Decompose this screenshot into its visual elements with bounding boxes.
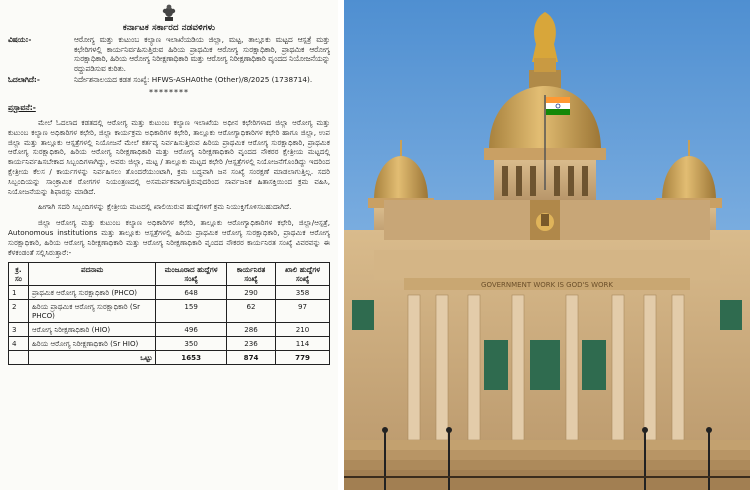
- railing: [344, 476, 750, 478]
- government-order-document: [0, 0, 338, 490]
- table-total-vacant: 779: [276, 351, 330, 365]
- table-cell-designation: ಆರೋಗ್ಯ ನಿರೀಕ್ಷಣಾಧಿಕಾರಿ (HIO): [29, 323, 156, 337]
- table-cell-designation: ಹಿರಿಯ ಆರೋಗ್ಯ ನಿರೀಕ್ಷಣಾಧಿಕಾರಿ (Sr HIO): [29, 337, 156, 351]
- front-steps: [344, 440, 750, 490]
- table-cell-vacant: 97: [276, 300, 330, 323]
- building-illustration: [344, 0, 750, 490]
- table-cell-vacant: 358: [276, 286, 330, 300]
- table-row: [9, 286, 330, 300]
- separator-stars: ********: [149, 87, 189, 97]
- table-cell-designation: ಪ್ರಾಥಮಿಕ ಆರೋಗ್ಯ ಸುರಕ್ಷಾಧಿಕಾರಿ (PHCO): [29, 286, 156, 300]
- table-header-row: [9, 263, 330, 286]
- table-cell-sl: 2: [9, 300, 29, 323]
- table-row: [9, 337, 330, 351]
- subject-row: [8, 35, 330, 73]
- table-total-label: ಒಟ್ಟು: [29, 351, 156, 365]
- table-cell-working: 286: [226, 323, 275, 337]
- table-total-sanctioned: 1653: [156, 351, 227, 365]
- preamble-title: ಪ್ರಸ್ತಾವನೆ:-: [8, 102, 36, 112]
- preamble-paragraph-3: ಜಿಲ್ಲಾ ಆರೋಗ್ಯ ಮತ್ತು ಕುಟುಂಬ ಕಲ್ಯಾಣ ಅಧಿಕಾರಿಗಳ ಕಛೇರಿ, ತಾಲ್ಲೂಕು ಆರೋಗ್ಯಾಧಿಕಾರಿಗಳ ಕಛೇರಿ, ಜಿಲ್ಲಾ/ಆಸ್ಪತ್ರೆ, Autonomous institutions ಮತ್ತು ತಾಲ್ಲೂಕು ಆಸ್ಪತ್ರೆಗಳಲ್ಲಿ ಹಿರಿಯ ಪ್ರಾಥಮಿಕ ಆರೋಗ್ಯ ಸುರಕ್ಷಾಧಿಕಾರಿ, ಪ್ರಾಥಮಿಕ ಆರೋಗ್ಯ ಸುರಕ್ಷಾಧಿಕಾರಿ, ಹಿರಿಯ ಆರೋಗ್ಯ ನಿರೀಕ್ಷಣಾಧಿಕಾರಿ ಮತ್ತು ಆರೋಗ್ಯ ನಿರೀಕ್ಷಣಾಧಿಕಾರಿ ವೃಂದದ ನೌಕರರ ಕಾರ್ಯನಿರತ ಸಂಖ್ಯೆ ವಿವರವನ್ನು ಈ ಕೆಳಕಂಡಂತೆ ಸಲ್ಲಿಸಿರುತ್ತಾರೆ:-: [8, 218, 330, 257]
- posts-table: [8, 262, 330, 365]
- table-cell-working: 290: [226, 286, 275, 300]
- reference-row: [8, 75, 330, 85]
- table-cell-vacant: 114: [276, 337, 330, 351]
- table-cell-designation: ಹಿರಿಯ ಪ್ರಾಥಮಿಕ ಆರೋಗ್ಯ ಸುರಕ್ಷಾಧಿಕಾರಿ (Sr PHCO): [29, 300, 156, 323]
- table-cell-sanctioned: 350: [156, 337, 227, 351]
- table-cell-working: 236: [226, 337, 275, 351]
- table-cell-vacant: 210: [276, 323, 330, 337]
- table-total-row: [9, 351, 330, 365]
- table-row: [9, 323, 330, 337]
- table-cell-sl: 3: [9, 323, 29, 337]
- table-cell-sl: 1: [9, 286, 29, 300]
- subject-text: ಆರೋಗ್ಯ ಮತ್ತು ಕುಟುಂಬ ಕಲ್ಯಾಣ ಇಲಾಖೆಯಡಿಯ ಜಿಲ್ಲಾ, ಮಟ್ಟ, ತಾಲ್ಲೂಕು ಮಟ್ಟದ ಆಸ್ಪತ್ರೆ ಮತ್ತು ಕಛೇರಿಗಳಲ್ಲಿ ಕಾರ್ಯನಿರ್ವಹಿಸುತ್ತಿರುವ ಹಿರಿಯ ಪ್ರಾಥಮಿಕ ಆರೋಗ್ಯ ಸುರಕ್ಷಾಧಿಕಾರಿ, ಪ್ರಾಥಮಿಕ ಆರೋಗ್ಯ ಸುರಕ್ಷಾಧಿಕಾರಿ, ಹಿರಿಯ ಆರೋಗ್ಯ ನಿರೀಕ್ಷಣಾಧಿಕಾರಿ ಮತ್ತು ಆರೋಗ್ಯ ನಿರೀಕ್ಷಣಾಧಿಕಾರಿ ವೃಂದದ ನಿಯೋಜನೆಯನ್ನು ರದ್ದುಪಡಿಸುವ ಕುರಿತು.: [74, 35, 330, 73]
- table-cell-working: 62: [226, 300, 275, 323]
- table-cell-sanctioned: 159: [156, 300, 227, 323]
- facade-emblem-icon: [530, 200, 560, 240]
- preamble-paragraph-2: ಹೀಗಾಗಿ ಸದರಿ ಸಿಬ್ಬಂದಿಗಳನ್ನು ಕ್ಷೇತ್ರೀಯ ಮಟದಲ್ಲಿ ಖಾಲಿಯಿರುವ ಹುದ್ದೆಗಳಿಗೆ ಕ್ರಮ ನಿಯುಕ್ತಿಗೊಳಿಸಬಹುದಾಗಿದೆ.: [38, 202, 292, 212]
- document-header: ಕರ್ನಾಟಕ ಸರ್ಕಾರದ ನಡವಳಿಗಳು: [122, 23, 216, 33]
- table-cell-sl: [9, 351, 29, 365]
- entablature: [374, 250, 720, 280]
- table-row: [9, 300, 330, 323]
- preamble-paragraph-1: ಮೇಲೆ ಓದಲಾದ ಕಡತದಲ್ಲಿ ಆರೋಗ್ಯ ಮತ್ತು ಕುಟುಂಬ ಕಲ್ಯಾಣ ಇಲಾಖೆಯ ಅಧೀನ ಕಛೇರಿಗಳಾದ ಜಿಲ್ಲಾ ಆರೋಗ್ಯ ಮತ್ತು ಕುಟುಂಬ ಕಲ್ಯಾಣ ಅಧಿಕಾರಿಗಳ ಕಛೇರಿ, ಜಿಲ್ಲಾ ಕಾರ್ಯಕ್ರಮ ಅಧಿಕಾರಿಗಳ ಕಛೇರಿ, ತಾಲ್ಲೂಕು ಆರೋಗ್ಯಾಧಿಕಾರಿಗಳ ಕಛೇರಿ ಹಾಗೂ ಜಿಲ್ಲಾ, ಉಪ ಜಿಲ್ಲಾ ಮತ್ತು ತಾಲ್ಲೂಕು ಆಸ್ಪತ್ರೆಗಳಲ್ಲಿ ನಿಯೋಜನೆ ಮೇಲೆ ಕರ್ತವ್ಯ ನಿರ್ವಹಿಸುತ್ತಿರುವ ಹಿರಿಯ ಪ್ರಾಥಮಿಕ ಆರೋಗ್ಯ ಸುರಕ್ಷಾಧಿಕಾರಿ, ಪ್ರಾಥಮಿಕ ಆರೋಗ್ಯ ಸುರಕ್ಷಾಧಿಕಾರಿ, ಹಿರಿಯ ಆರೋಗ್ಯ ನಿರೀಕ್ಷಣಾಧಿಕಾರಿ ಮತ್ತು ಆರೋಗ್ಯ ನಿರೀಕ್ಷಣಾಧಿಕಾರಿ ವೃಂದದ ನೌಕರರ ಕ್ಷೇತ್ರೀಯ ಮಟ್ಟದಲ್ಲಿ ಕಾರ್ಯನಿರ್ವಹಿಸಬೇಕಾದ ಸಿಬ್ಬಂದಿಗಳಾಗಿದ್ದು, ಅವರು ಜಿಲ್ಲಾ, ಮಟ್ಟ / ತಾಲ್ಲೂಕು ಮಟ್ಟದ ಕಛೇರಿ /ಆಸ್ಪತ್ರೆಗಳಲ್ಲಿ ನಿಯೋಜನೆಗೊಂಡಿದ್ದು ಇದರಿಂದ ಕ್ಷೇತ್ರೀಯ ಕೆಲಸ / ಕಾರ್ಯಗಳನ್ನು ನಿರ್ವಹಿಸಲು ತೊಂದರೆಯುಂಟಾಗಿ, ಕ್ರಮ ಬದ್ಧವಾಗಿ ಜನ ಸಂಖ್ಯೆ ಸಂರಕ್ಷಣೆ ಮಾಡಲಾಗುತ್ತಿಲ್ಲ. ಸದರಿ ಸಿಬ್ಬಂದಿಯನ್ನು ಸಾಂಕ್ರಾಮಿಕ ರೋಗಗಳ ನಿಯಂತ್ರಣದಲ್ಲಿ ಅಸಮರ್ಪಕವಾಗುತ್ತಿರುವುದರಿಂದ ಸಾರ್ವಜನಿಕ ಹಿತಾಸಕ್ತಿಯಿಂದ ಕ್ರಮ ವಹಿಸಿ, ನಿಯೋಜನೆಯನ್ನು ಶಿಫಾರಸ್ಸು ಮಾಡಿದೆ.: [8, 117, 330, 196]
- subject-label: ವಿಷಯ:-: [8, 35, 32, 44]
- table-cell-sl: 4: [9, 337, 29, 351]
- table-header-sanctioned: ಮಂಜೂರಾದ ಹುದ್ದೆಗಳ ಸಂಖ್ಯೆ: [156, 263, 227, 286]
- table-header-vacant: ಖಾಲಿ ಹುದ್ದೆಗಳ ಸಂಖ್ಯೆ: [276, 263, 330, 286]
- facade-inscription: GOVERNMENT WORK IS GOD'S WORK: [481, 281, 613, 289]
- table-cell-sanctioned: 496: [156, 323, 227, 337]
- table-header-working: ಕಾರ್ಯನಿರತ ಸಂಖ್ಯೆ: [226, 263, 275, 286]
- state-emblem-icon: [8, 4, 330, 22]
- table-header-sl: ಕ್ರ. ಸಂ: [9, 263, 29, 286]
- table-header-designation: ಪದನಾಮ: [29, 263, 156, 286]
- table-total-working: 874: [226, 351, 275, 365]
- reference-label: ಓದಲಾಗಿದೆ:-: [8, 75, 40, 85]
- table-cell-sanctioned: 648: [156, 286, 227, 300]
- reference-text: ನಿರ್ದೇಶನಾಲಯದ ಕಡತ ಸಂಖ್ಯೆ: HFWS-ASHA0the (Other)/8/2025 (1738714).: [74, 75, 313, 85]
- vidhana-soudha-photo: [344, 0, 750, 490]
